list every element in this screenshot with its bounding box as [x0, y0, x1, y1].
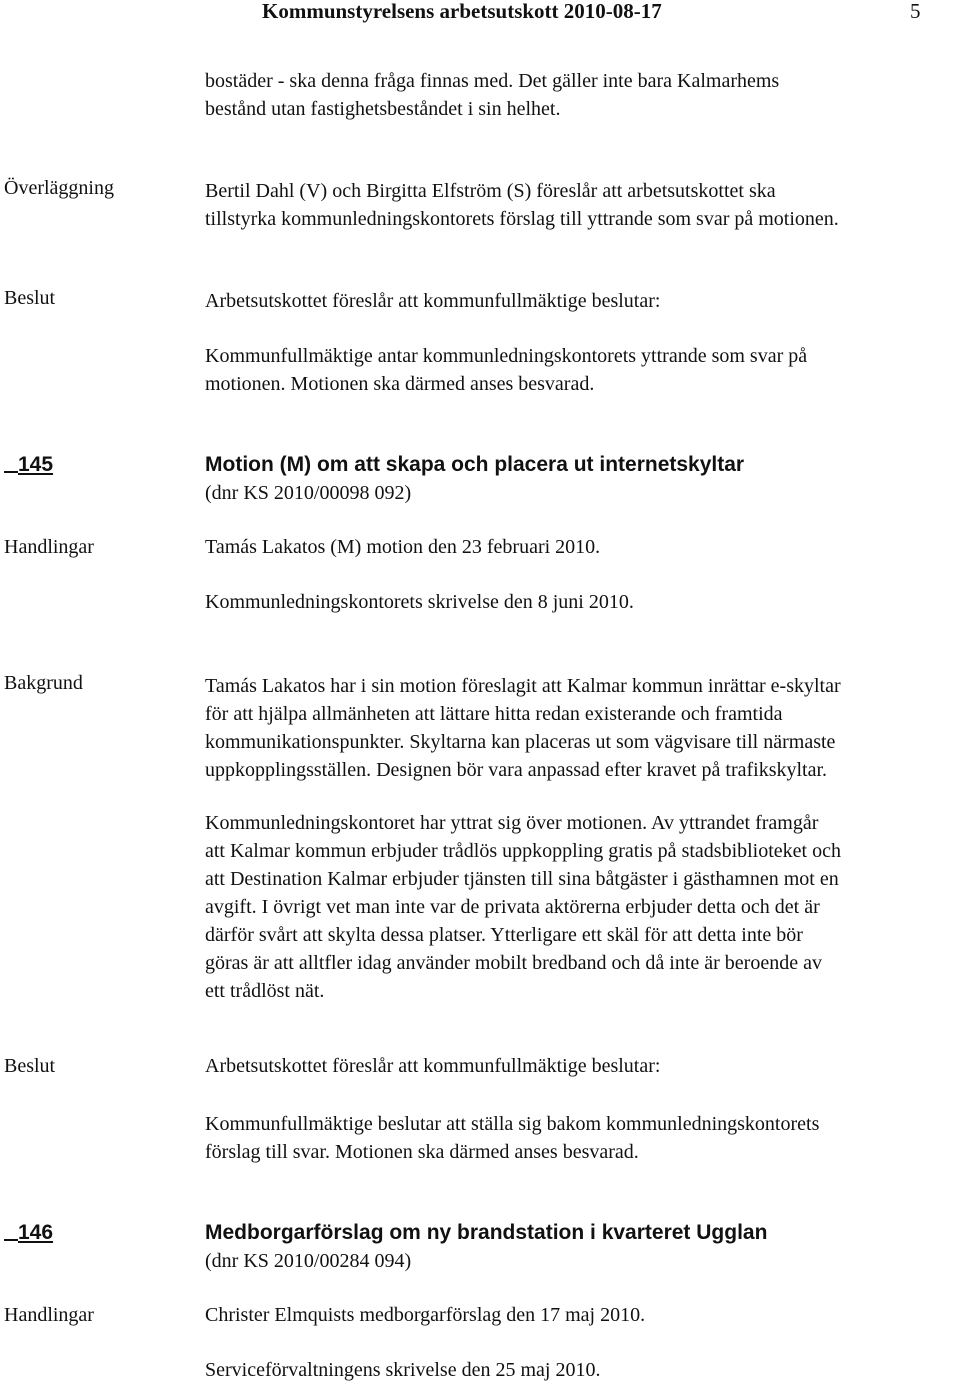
yttrande-line: att Kalmar kommun erbjuder trådlös uppkoppling gratis på stadsbiblioteket och	[205, 840, 841, 862]
beslut-line: Kommunfullmäktige beslutar att ställa sig bakom kommunledningskontorets	[205, 1113, 820, 1135]
beslut-lead: Arbetsutskottet föreslår att kommunfullmäktige beslutar:	[205, 290, 661, 312]
handlingar-item: Kommunledningskontorets skrivelse den 8 juni 2010.	[205, 591, 634, 613]
beslut-line: Kommunfullmäktige antar kommunledningskontorets yttrande som svar på	[205, 345, 808, 367]
beslut-paragraph	[205, 1110, 819, 1166]
section-dnr: (dnr KS 2010/00098 092)	[205, 482, 412, 504]
handlingar-item: Christer Elmquists medborgarförslag den 17 maj 2010.	[205, 1304, 646, 1326]
overlaggning-line: tillstyrka kommunledningskontorets förslag till yttrande som svar på motionen.	[205, 208, 839, 230]
yttrande-paragraph	[205, 809, 841, 1005]
yttrande-line: ett trådlöst nät.	[205, 980, 325, 1002]
handlingar-item: Serviceförvaltningens skrivelse den 25 maj 2010.	[205, 1359, 601, 1381]
overlaggning-label: Överläggning	[4, 177, 114, 199]
bakgrund-line: uppkopplingsställen. Designen bör vara anpassad efter kravet på trafikskyltar.	[205, 759, 828, 781]
bakgrund-line: för att hjälpa allmänheten att lättare hitta redan existerande och framtida	[205, 703, 783, 725]
yttrande-line: avgift. I övrigt vet man inte var de privata aktörerna erbjuder detta och det är	[205, 896, 820, 918]
section-number	[4, 453, 53, 477]
handlingar-label: Handlingar	[4, 1304, 94, 1326]
page-number: 5	[910, 0, 921, 23]
beslut-line: förslag till svar. Motionen ska därmed anses besvarad.	[205, 1141, 639, 1163]
section-title: Motion (M) om att skapa och placera ut internetskyltar	[205, 453, 745, 476]
section-number-text: 145	[18, 453, 54, 476]
page-header-title: Kommunstyrelsens arbetsutskott 2010-08-17	[262, 0, 662, 23]
beslut-lead: Arbetsutskottet föreslår att kommunfullmäktige beslutar:	[205, 1055, 661, 1077]
beslut-label: Beslut	[4, 1055, 56, 1077]
beslut-label: Beslut	[4, 287, 56, 309]
section-dnr: (dnr KS 2010/00284 094)	[205, 1250, 412, 1272]
yttrande-line: därför svårt att skylta dessa platser. Ytterligare ett skäl för att detta inte bör	[205, 924, 803, 946]
bakgrund-label: Bakgrund	[4, 672, 83, 694]
bakgrund-paragraph	[205, 672, 841, 784]
intro-paragraph	[205, 67, 779, 123]
yttrande-line: att Destination Kalmar erbjuder tjänsten till sina båtgäster i gästhamnen mot en	[205, 868, 839, 890]
intro-line: bostäder - ska denna fråga finnas med. Det gäller inte bara Kalmarhems	[205, 70, 780, 92]
section-number	[4, 1221, 53, 1245]
section-number-underline	[4, 1221, 18, 1241]
yttrande-line: Kommunledningskontoret har yttrat sig över motionen. Av yttrandet framgår	[205, 812, 819, 834]
handlingar-label: Handlingar	[4, 536, 94, 558]
yttrande-line: göras är att alltfler idag använder mobilt bredband och då inte är beroende av	[205, 952, 822, 974]
beslut-line: motionen. Motionen ska därmed anses besvarad.	[205, 373, 595, 395]
overlaggning-paragraph	[205, 177, 839, 233]
section-title: Medborgarförslag om ny brandstation i kvarteret Ugglan	[205, 1221, 768, 1244]
handlingar-item: Tamás Lakatos (M) motion den 23 februari 2010.	[205, 536, 601, 558]
overlaggning-line: Bertil Dahl (V) och Birgitta Elfström (S) föreslår att arbetsutskottet ska	[205, 180, 776, 202]
bakgrund-line: kommunikationspunkter. Skyltarna kan placeras ut som vägvisare till närmaste	[205, 731, 836, 753]
section-number-underline	[4, 453, 18, 473]
beslut-paragraph	[205, 342, 807, 398]
bakgrund-line: Tamás Lakatos har i sin motion föreslagit att Kalmar kommun inrättar e-skyltar	[205, 675, 841, 697]
section-number-text: 146	[18, 1221, 54, 1244]
intro-line: bestånd utan fastighetsbeståndet i sin helhet.	[205, 98, 561, 120]
